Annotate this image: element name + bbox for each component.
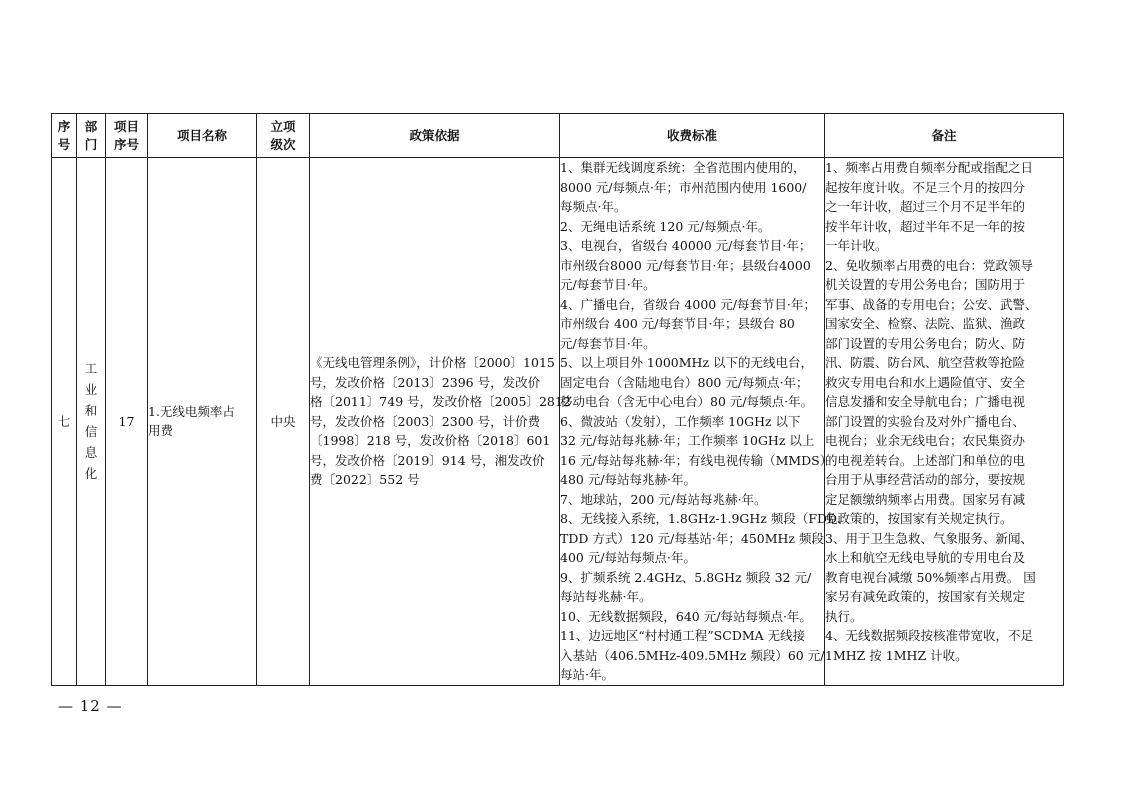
header-dept: 部 门 [77,114,106,158]
page-number: — 12 — [58,697,123,715]
cell-remark: 1、频率占用费自频率分配或指配之日 起按年度计收。不足三个月的按四分 之一年计收，超过三个月不足半年的 按半年计收，超过半年不足一年的按 一年计收。 2、免收频率占用费的电台：党政领导 机关设置的专用公务电台；国防用于 军事、战备的专用电台；公安、武警、 国家安全、检察、法院、监狱、渔政 部门设置的专用公务电台；防火、防 汛、防震、防台风、航空营救等抢险 救灾专用电台和水上遇险值守、安全 信息发播和安全导航电台；广播电视 部门设置的实验台及对外广播电台、 电视台；业余无线电台；农民集资办 的电视差转台。上述部门和单位的电 台用于从事经营活动的部分，要按规 定足额缴纳频率占用费。国家另有减 免政策的，按国家有关规定执行。 3、用于卫生急救、气象服务、新闻、 水上和航空无线电导航的专用电台及 教育电视台减缴 50%频率占用费。 国 家另有减免政策的，按国家有关规定 执行。 4、无线数据频段按核准带宽收，不足 1MHZ 按 1MHZ 计收。 [825,158,1064,686]
cell-level: 中央 [257,158,310,686]
header-item-name: 项目名称 [148,114,257,158]
header-seq: 序 号 [52,114,77,158]
cell-item-no: 17 [106,158,148,686]
fee-table [51,113,1064,686]
header-policy: 政策依据 [310,114,560,158]
cell-item-name: 1.无线电频率占 用费 [148,158,257,686]
header-remark: 备注 [825,114,1064,158]
cell-fee: 1、集群无线调度系统：全省范围内使用的， 8000 元/每频点·年；市州范围内使用 1600/ 每频点·年。 2、无绳电话系统 120 元/每频点·年。 3、电视台，省级台 40000 元/每套节目·年； 市州级台8000 元/每套节目·年；县级台4000 元/每套节目·年。 4、广播电台，省级台 4000 元/每套节目·年； 市州级台 400 元/每套节目·年；县级台 80 元/每套节目·年。 5、以上项目外 1000MHz 以下的无线电台， 固定电台（含陆地电台）800 元/每频点·年； 移动电台（含无中心电台）80 元/每频点·年。 6、微波站（发射），工作频率 10GHz 以下 32 元/每站每兆赫·年；工作频率 10GHz 以上 16 元/每站每兆赫·年；有线电视传输（MMDS） 480 元/每站每兆赫·年。 7、地球站，200 元/每站每兆赫·年。 8、无线接入系统，1.8GHz-1.9GHz 频段（FDD、 TDD 方式）120 元/每基站·年；450MHz 频段 400 元/每站每频点·年。 9、扩频系统 2.4GHz、5.8GHz 频段 32 元/ 每站每兆赫·年。 10、无线数据频段，640 元/每站每频点·年。 11、边远地区“村村通工程”SCDMA 无线接 入基站（406.5MHz-409.5MHz 频段）60 元/ 每站·年。 [560,158,825,686]
cell-policy: 《无线电管理条例》，计价格〔2000〕1015 号，发改价格〔2013〕2396 号，发改价 格〔2011〕749 号，发改价格〔2005〕2812 号，发改价格〔2003〕2300 号，计价费 〔1998〕218 号，发改价格〔2018〕601 号，发改价格〔2019〕914 号，湘发改价 费〔2022〕552 号 [310,158,560,686]
table-row [52,158,1064,686]
header-fee: 收费标准 [560,114,825,158]
header-row [52,114,1064,158]
cell-seq: 七 [52,158,77,686]
header-level: 立项 级次 [257,114,310,158]
cell-dept: 工 业 和 信 息 化 [77,158,106,686]
header-item-no: 项目 序号 [106,114,148,158]
